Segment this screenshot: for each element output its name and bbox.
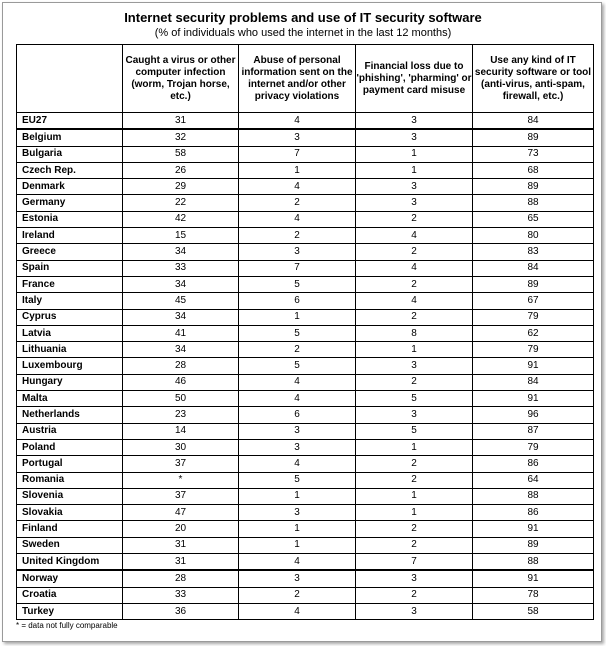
- table-row: [17, 554, 594, 571]
- virus-cell: 15: [123, 228, 239, 244]
- financial-cell: 2: [356, 211, 473, 227]
- country-cell: France: [17, 276, 123, 292]
- virus-cell: 37: [123, 456, 239, 472]
- software-cell: 89: [473, 179, 594, 195]
- abuse-cell: 4: [239, 456, 356, 472]
- header-software: Use any kind of IT security software or tool (anti-virus, anti-spam, firewall, etc.): [473, 45, 594, 113]
- virus-cell: 23: [123, 407, 239, 423]
- abuse-cell: 6: [239, 407, 356, 423]
- table-row: [17, 195, 594, 211]
- virus-cell: 31: [123, 113, 239, 130]
- financial-cell: 2: [356, 309, 473, 325]
- table-row: [17, 391, 594, 407]
- table-row: [17, 537, 594, 553]
- country-cell: United Kingdom: [17, 554, 123, 571]
- software-cell: 65: [473, 211, 594, 227]
- country-cell: Romania: [17, 472, 123, 488]
- financial-cell: 4: [356, 260, 473, 276]
- table-row: [17, 521, 594, 537]
- table-row: [17, 211, 594, 227]
- software-cell: 80: [473, 228, 594, 244]
- abuse-cell: 1: [239, 488, 356, 504]
- virus-cell: 28: [123, 570, 239, 587]
- table-row: [17, 439, 594, 455]
- header-virus: Caught a virus or other computer infection (worm, Trojan horse, etc.): [123, 45, 239, 113]
- software-cell: 73: [473, 146, 594, 162]
- country-cell: Hungary: [17, 374, 123, 390]
- country-cell: EU27: [17, 113, 123, 130]
- abuse-cell: 1: [239, 521, 356, 537]
- country-cell: Malta: [17, 391, 123, 407]
- software-cell: 79: [473, 439, 594, 455]
- financial-cell: 7: [356, 554, 473, 571]
- financial-cell: 2: [356, 587, 473, 603]
- country-cell: Germany: [17, 195, 123, 211]
- financial-cell: 3: [356, 129, 473, 146]
- software-cell: 62: [473, 325, 594, 341]
- abuse-cell: 2: [239, 587, 356, 603]
- abuse-cell: 3: [239, 129, 356, 146]
- table-row: [17, 276, 594, 292]
- table-row: [17, 325, 594, 341]
- country-cell: Bulgaria: [17, 146, 123, 162]
- country-cell: Spain: [17, 260, 123, 276]
- financial-cell: 3: [356, 179, 473, 195]
- table-row: [17, 309, 594, 325]
- table-row: [17, 244, 594, 260]
- table-row: [17, 129, 594, 146]
- virus-cell: 30: [123, 439, 239, 455]
- software-cell: 89: [473, 129, 594, 146]
- abuse-cell: 2: [239, 342, 356, 358]
- country-cell: Portugal: [17, 456, 123, 472]
- software-cell: 88: [473, 554, 594, 571]
- table-row: [17, 570, 594, 587]
- software-cell: 89: [473, 276, 594, 292]
- virus-cell: 29: [123, 179, 239, 195]
- table-subtitle: (% of individuals who used the internet in the last 12 months): [154, 27, 452, 39]
- virus-cell: 26: [123, 162, 239, 178]
- abuse-cell: 5: [239, 325, 356, 341]
- software-cell: 58: [473, 603, 594, 619]
- abuse-cell: 7: [239, 260, 356, 276]
- virus-cell: 33: [123, 260, 239, 276]
- abuse-cell: 3: [239, 423, 356, 439]
- virus-cell: 31: [123, 554, 239, 571]
- software-cell: 67: [473, 293, 594, 309]
- abuse-cell: 3: [239, 505, 356, 521]
- software-cell: 79: [473, 342, 594, 358]
- abuse-cell: 5: [239, 472, 356, 488]
- virus-cell: 32: [123, 129, 239, 146]
- abuse-cell: 4: [239, 113, 356, 130]
- virus-cell: 34: [123, 342, 239, 358]
- financial-cell: 3: [356, 113, 473, 130]
- financial-cell: 2: [356, 537, 473, 553]
- table-row: [17, 505, 594, 521]
- software-cell: 68: [473, 162, 594, 178]
- software-cell: 91: [473, 358, 594, 374]
- table-row: [17, 162, 594, 178]
- virus-cell: 46: [123, 374, 239, 390]
- table-row: [17, 358, 594, 374]
- table-row: [17, 113, 594, 130]
- virus-cell: 22: [123, 195, 239, 211]
- abuse-cell: 4: [239, 554, 356, 571]
- financial-cell: 1: [356, 488, 473, 504]
- virus-cell: 14: [123, 423, 239, 439]
- country-cell: Norway: [17, 570, 123, 587]
- country-cell: Finland: [17, 521, 123, 537]
- country-cell: Latvia: [17, 325, 123, 341]
- table-body: [17, 113, 594, 620]
- software-cell: 88: [473, 195, 594, 211]
- software-cell: 89: [473, 537, 594, 553]
- financial-cell: 1: [356, 146, 473, 162]
- software-cell: 78: [473, 587, 594, 603]
- financial-cell: 2: [356, 244, 473, 260]
- financial-cell: 3: [356, 195, 473, 211]
- header-row: [17, 45, 594, 113]
- financial-cell: 5: [356, 391, 473, 407]
- software-cell: 86: [473, 505, 594, 521]
- abuse-cell: 3: [239, 244, 356, 260]
- table-row: [17, 228, 594, 244]
- software-cell: 79: [473, 309, 594, 325]
- country-cell: Denmark: [17, 179, 123, 195]
- virus-cell: 33: [123, 587, 239, 603]
- financial-cell: 2: [356, 521, 473, 537]
- abuse-cell: 2: [239, 195, 356, 211]
- financial-cell: 3: [356, 358, 473, 374]
- software-cell: 88: [473, 488, 594, 504]
- abuse-cell: 1: [239, 162, 356, 178]
- virus-cell: 34: [123, 244, 239, 260]
- virus-cell: 45: [123, 293, 239, 309]
- country-cell: Netherlands: [17, 407, 123, 423]
- country-cell: Cyprus: [17, 309, 123, 325]
- country-cell: Sweden: [17, 537, 123, 553]
- virus-cell: 42: [123, 211, 239, 227]
- abuse-cell: 6: [239, 293, 356, 309]
- table-row: [17, 587, 594, 603]
- table-row: [17, 456, 594, 472]
- financial-cell: 5: [356, 423, 473, 439]
- header-abuse: Abuse of personal information sent on the internet and/or other privacy violations: [239, 45, 356, 113]
- software-cell: 84: [473, 113, 594, 130]
- header-financial: Financial loss due to 'phishing', 'pharming' or payment card misuse: [356, 45, 473, 113]
- abuse-cell: 2: [239, 228, 356, 244]
- software-cell: 64: [473, 472, 594, 488]
- abuse-cell: 4: [239, 179, 356, 195]
- abuse-cell: 5: [239, 276, 356, 292]
- country-cell: Belgium: [17, 129, 123, 146]
- virus-cell: *: [123, 472, 239, 488]
- virus-cell: 28: [123, 358, 239, 374]
- financial-cell: 1: [356, 342, 473, 358]
- software-cell: 96: [473, 407, 594, 423]
- table-title: Internet security problems and use of IT security software: [124, 10, 482, 25]
- software-cell: 91: [473, 570, 594, 587]
- country-cell: Italy: [17, 293, 123, 309]
- country-cell: Croatia: [17, 587, 123, 603]
- virus-cell: 58: [123, 146, 239, 162]
- abuse-cell: 4: [239, 603, 356, 619]
- country-cell: Greece: [17, 244, 123, 260]
- security-table: [16, 44, 594, 620]
- virus-cell: 50: [123, 391, 239, 407]
- financial-cell: 2: [356, 456, 473, 472]
- software-cell: 84: [473, 374, 594, 390]
- table-row: [17, 407, 594, 423]
- country-cell: Estonia: [17, 211, 123, 227]
- software-cell: 91: [473, 521, 594, 537]
- abuse-cell: 4: [239, 211, 356, 227]
- financial-cell: 1: [356, 162, 473, 178]
- virus-cell: 34: [123, 309, 239, 325]
- financial-cell: 1: [356, 505, 473, 521]
- abuse-cell: 3: [239, 439, 356, 455]
- financial-cell: 3: [356, 603, 473, 619]
- virus-cell: 37: [123, 488, 239, 504]
- table-row: [17, 603, 594, 619]
- country-cell: Austria: [17, 423, 123, 439]
- virus-cell: 20: [123, 521, 239, 537]
- virus-cell: 34: [123, 276, 239, 292]
- financial-cell: 2: [356, 472, 473, 488]
- table-row: [17, 260, 594, 276]
- country-cell: Ireland: [17, 228, 123, 244]
- software-cell: 84: [473, 260, 594, 276]
- abuse-cell: 5: [239, 358, 356, 374]
- country-cell: Luxembourg: [17, 358, 123, 374]
- virus-cell: 31: [123, 537, 239, 553]
- financial-cell: 3: [356, 570, 473, 587]
- abuse-cell: 1: [239, 309, 356, 325]
- table-row: [17, 342, 594, 358]
- table-row: [17, 423, 594, 439]
- footnote: * = data not fully comparable: [16, 621, 118, 630]
- header-country: [17, 45, 123, 113]
- financial-cell: 3: [356, 407, 473, 423]
- virus-cell: 36: [123, 603, 239, 619]
- abuse-cell: 1: [239, 537, 356, 553]
- abuse-cell: 4: [239, 374, 356, 390]
- table-row: [17, 293, 594, 309]
- financial-cell: 2: [356, 276, 473, 292]
- country-cell: Lithuania: [17, 342, 123, 358]
- software-cell: 91: [473, 391, 594, 407]
- country-cell: Slovenia: [17, 488, 123, 504]
- virus-cell: 41: [123, 325, 239, 341]
- financial-cell: 4: [356, 228, 473, 244]
- software-cell: 83: [473, 244, 594, 260]
- financial-cell: 8: [356, 325, 473, 341]
- abuse-cell: 3: [239, 570, 356, 587]
- abuse-cell: 4: [239, 391, 356, 407]
- financial-cell: 2: [356, 374, 473, 390]
- software-cell: 87: [473, 423, 594, 439]
- table-row: [17, 146, 594, 162]
- country-cell: Slovakia: [17, 505, 123, 521]
- country-cell: Poland: [17, 439, 123, 455]
- country-cell: Turkey: [17, 603, 123, 619]
- table-row: [17, 374, 594, 390]
- table-row: [17, 179, 594, 195]
- table-row: [17, 472, 594, 488]
- abuse-cell: 7: [239, 146, 356, 162]
- software-cell: 86: [473, 456, 594, 472]
- table-row: [17, 488, 594, 504]
- financial-cell: 1: [356, 439, 473, 455]
- financial-cell: 4: [356, 293, 473, 309]
- country-cell: Czech Rep.: [17, 162, 123, 178]
- virus-cell: 47: [123, 505, 239, 521]
